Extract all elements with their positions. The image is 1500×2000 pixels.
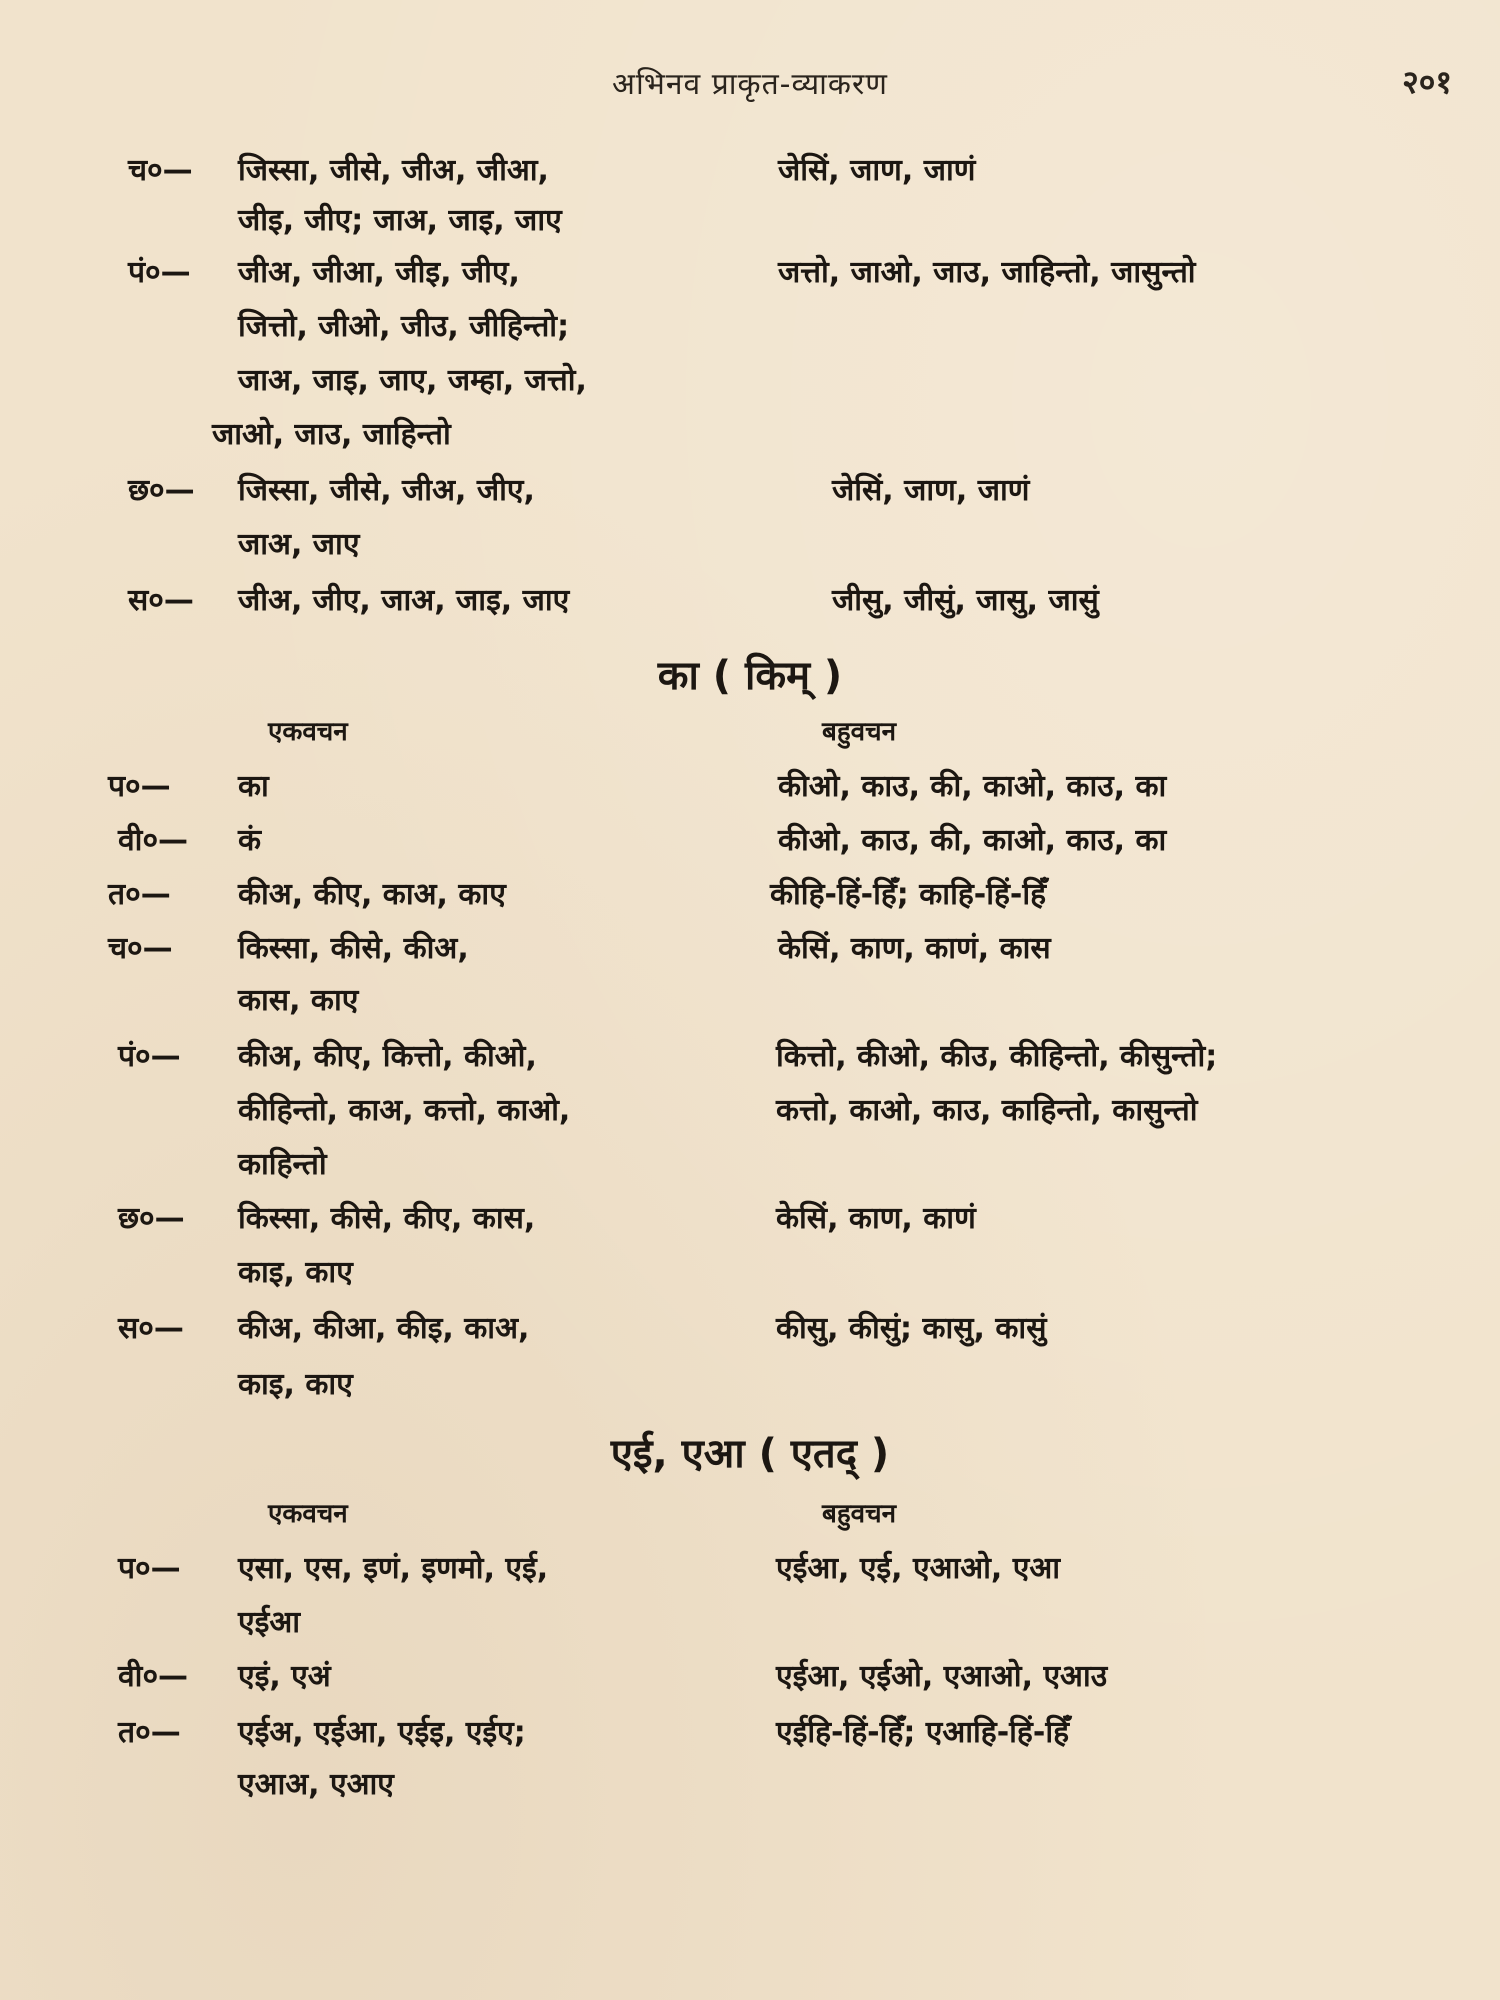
singular-form-line: एईआ xyxy=(238,1605,300,1640)
singular-form-line: किस्सा, कीसे, कीअ, xyxy=(238,931,469,966)
case-label-tritiya: त०— xyxy=(118,1715,181,1750)
singular-form-line: एआअ, एआए xyxy=(238,1767,394,1802)
singular-form-line: का xyxy=(238,769,269,804)
plural-form-line: जेसिं, जाण, जाणं xyxy=(778,153,976,188)
singular-form-line: जीअ, जीआ, जीइ, जीए, xyxy=(238,255,520,290)
singular-form-line: कीअ, कीए, कित्तो, कीओ, xyxy=(238,1039,537,1074)
case-label-saptami: स०— xyxy=(128,583,194,618)
plural-form-line: एईआ, एईओ, एआओ, एआउ xyxy=(776,1659,1108,1694)
case-label-tritiya: त०— xyxy=(108,877,171,912)
singular-form-line: जाअ, जाए xyxy=(238,527,360,562)
singular-form-line: काइ, काए xyxy=(238,1255,353,1290)
section-heading-ka: का ( किम् ) xyxy=(657,653,843,699)
singular-form-line: कास, काए xyxy=(238,983,359,1018)
case-label-shashthi: छ०— xyxy=(128,473,195,508)
singular-form-line: एइं, एअं xyxy=(238,1659,331,1694)
singular-form-line: कीहिन्तो, काअ, कत्तो, काओ, xyxy=(238,1093,571,1128)
singular-form-line: एसा, एस, इणं, इणमो, एई, xyxy=(238,1551,549,1586)
plural-form-line: कीहि-हिं-हिँ; काहि-हिं-हिँ xyxy=(770,877,1047,912)
plural-form-line: जत्तो, जाओ, जाउ, जाहिन्तो, जासुन्तो xyxy=(778,255,1196,290)
singular-form-line: जित्तो, जीओ, जीउ, जीहिन्तो; xyxy=(238,309,570,344)
singular-form-line: जाओ, जाउ, जाहिन्तो xyxy=(212,417,451,452)
singular-form-line: जाअ, जाइ, जाए, जम्हा, जत्तो, xyxy=(238,363,587,398)
plural-form-line: कीओ, काउ, की, काओ, काउ, का xyxy=(778,769,1167,804)
column-header-plural: बहुवचन xyxy=(822,717,897,747)
case-label-panchami: पं०— xyxy=(118,1039,181,1074)
singular-form-line: काहिन्तो xyxy=(238,1147,327,1182)
section-heading-etad: एई, एआ ( एतद् ) xyxy=(610,1431,890,1477)
plural-form-line: एईआ, एई, एआओ, एआ xyxy=(776,1551,1061,1586)
column-header-plural: बहुवचन xyxy=(822,1499,897,1529)
singular-form-line: जिस्सा, जीसे, जीअ, जीए, xyxy=(238,473,535,508)
singular-form-line: किस्सा, कीसे, कीए, कास, xyxy=(238,1201,536,1236)
plural-form-line: कीसु, कीसुं; कासु, कासुं xyxy=(776,1311,1047,1346)
plural-form-line: जीसु, जीसुं, जासु, जासुं xyxy=(832,583,1099,618)
column-header-singular: एकवचन xyxy=(268,1499,348,1529)
page-number: २०१ xyxy=(1402,63,1452,101)
singular-form-line: जीअ, जीए, जाअ, जाइ, जाए xyxy=(238,583,570,618)
case-label-prathama: प०— xyxy=(108,769,171,804)
singular-form-line: काइ, काए xyxy=(238,1367,353,1402)
case-label-dvitiya: वी०— xyxy=(118,1659,189,1694)
column-header-singular: एकवचन xyxy=(268,717,348,747)
singular-form-line: कं xyxy=(238,823,262,858)
plural-form-line: कत्तो, काओ, काउ, काहिन्तो, कासुन्तो xyxy=(776,1093,1198,1128)
running-title: अभिनव प्राकृत-व्याकरण xyxy=(612,67,888,102)
plural-form-line: कित्तो, कीओ, कीउ, कीहिन्तो, कीसुन्तो; xyxy=(776,1039,1218,1074)
singular-form-line: जिस्सा, जीसे, जीअ, जीआ, xyxy=(238,153,549,188)
plural-form-line: एईहि-हिं-हिँ; एआहि-हिं-हिँ xyxy=(776,1715,1070,1750)
singular-form-line: एईअ, एईआ, एईइ, एईए; xyxy=(238,1715,526,1750)
case-label-chaturthi: च०— xyxy=(108,931,173,966)
plural-form-line: जेसिं, जाण, जाणं xyxy=(832,473,1030,508)
plural-form-line: केसिं, काण, काणं xyxy=(776,1201,976,1236)
case-label-dvitiya: वी०— xyxy=(118,823,189,858)
singular-form-line: जीइ, जीए; जाअ, जाइ, जाए xyxy=(238,203,562,238)
case-label-panchami: पं०— xyxy=(128,255,191,290)
case-label-chaturthi: च०— xyxy=(128,153,193,188)
plural-form-line: केसिं, काण, काणं, कास xyxy=(778,931,1051,966)
plural-form-line: कीओ, काउ, की, काओ, काउ, का xyxy=(778,823,1167,858)
singular-form-line: कीअ, कीए, काअ, काए xyxy=(238,877,506,912)
case-label-prathama: प०— xyxy=(118,1551,181,1586)
case-label-shashthi: छ०— xyxy=(118,1201,185,1236)
singular-form-line: कीअ, कीआ, कीइ, काअ, xyxy=(238,1311,530,1346)
case-label-saptami: स०— xyxy=(118,1311,184,1346)
